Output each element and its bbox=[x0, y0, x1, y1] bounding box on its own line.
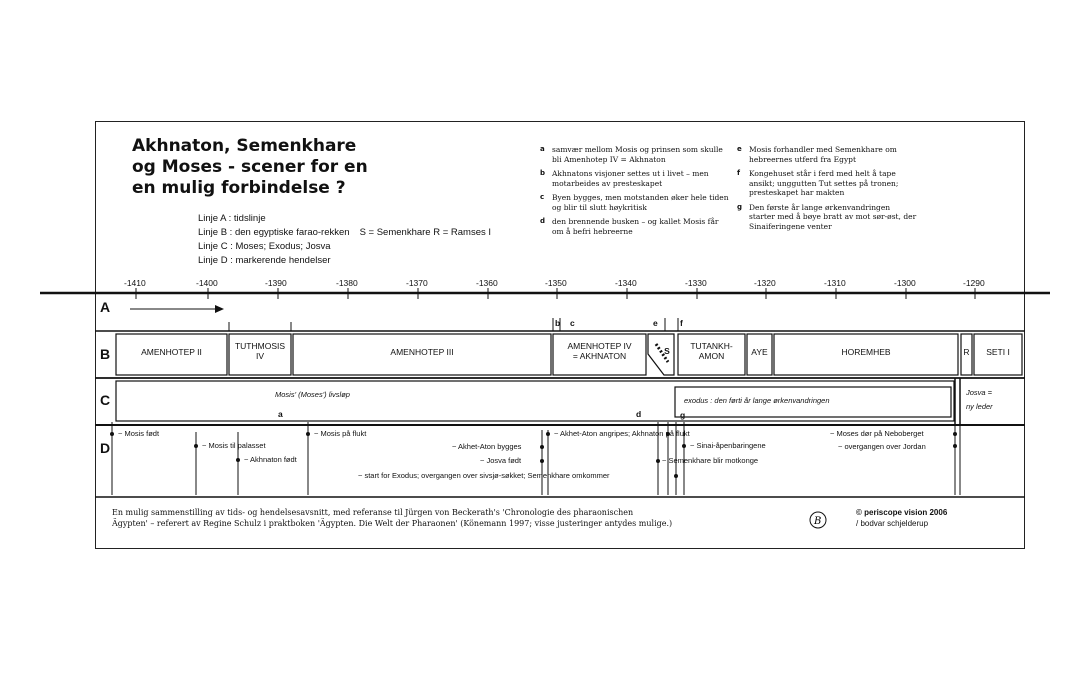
pharaoh-akhnaton: AMENHOTEP IV = AKHNATON bbox=[567, 341, 632, 361]
marker-g: g bbox=[680, 410, 686, 420]
note-b: b Akhnatons visjoner settes ut i livet – men motarbeides av presteskapet bbox=[540, 169, 709, 188]
credit: © periscope vision 2006 / bodvar schjelderup bbox=[856, 508, 948, 528]
event-josva-fodt: ~ Josva født bbox=[480, 456, 522, 465]
note-c: c Byen bygges, men motstanden øker hele tiden og blir til slutt høykritisk bbox=[540, 193, 729, 212]
year-label: -1330 bbox=[685, 278, 707, 288]
josva-label: Josva = ny leder bbox=[966, 388, 993, 411]
note-e: e Mosis forhandler med Semenkhare om hebreernes utferd fra Egypt bbox=[737, 145, 897, 164]
note-d: d den brennende busken – og kallet Mosis får om å befri hebreerne bbox=[540, 217, 719, 236]
moses-life-label: Mosis' (Moses') livsløp bbox=[275, 390, 350, 399]
year-label: -1310 bbox=[824, 278, 846, 288]
pharaoh-tuthmosis-iv: TUTHMOSIS IV bbox=[234, 341, 286, 361]
marker-b: b bbox=[555, 318, 561, 328]
event-akhnaton-fodt: ~ Akhnaton født bbox=[244, 455, 297, 464]
svg-text:B: B bbox=[814, 516, 822, 527]
note-g: g Den første år lange ørkenvandringen starter med å bøye bratt av mot sør-øst, der Sinaiferingene venter bbox=[737, 202, 917, 231]
event-mosis-fodt: ~ Mosis født bbox=[118, 429, 160, 438]
event-jordan: ~ overgangen over Jordan bbox=[838, 442, 926, 451]
legend-b: Linje B : den egyptiske farao-rekken S = Semenkhare R = Ramses I bbox=[198, 227, 492, 238]
note-f: f Kongehuset står i ferd med helt å tape ansikt; unggutten Tut settes på tronen; presteskapet har makten bbox=[737, 169, 899, 197]
marker-a: a bbox=[278, 409, 283, 419]
year-label: -1380 bbox=[336, 278, 358, 288]
year-label: -1290 bbox=[963, 278, 985, 288]
year-label: -1370 bbox=[406, 278, 428, 288]
event-akhet-aton-angripes: ~ Akhet-Aton angripes; Akhnaton på flukt bbox=[554, 429, 690, 438]
marker-ticks bbox=[229, 318, 678, 331]
marker-d: d bbox=[636, 409, 642, 419]
pharaoh-amenhotep-iii: AMENHOTEP III bbox=[390, 347, 454, 357]
year-label: -1350 bbox=[545, 278, 567, 288]
event-sinai: ~ Sinai-åpenbaringene bbox=[690, 441, 766, 450]
source-note: En mulig sammenstilling av tids- og hendelsesavsnitt, med referanse til Jürgen von Beckerath's 'Chronologie des pharaonischen Ägypten' – referert av Regine Schulz i praktboken 'Ägypten. Die Welt der Pharaonen' (Könemann 1997; visse justeringer antydes mulige.) bbox=[112, 508, 673, 528]
row-label-c: C bbox=[100, 392, 111, 408]
arrow-head bbox=[215, 305, 224, 313]
event-moses-dor: ~ Moses dør på Neboberget bbox=[830, 429, 924, 438]
year-label: -1400 bbox=[196, 278, 218, 288]
row-label-d: D bbox=[100, 440, 111, 456]
row-label-a: A bbox=[100, 299, 111, 315]
legend-d: Linje D : markerende hendelser bbox=[198, 255, 331, 266]
pharaoh-seti-i: SETI I bbox=[986, 347, 1010, 357]
pharaoh-amenhotep-ii: AMENHOTEP II bbox=[141, 347, 202, 357]
pharaoh-tutankhamon: TUTANKH- AMON bbox=[690, 341, 733, 361]
event-akhet-aton-bygges: ~ Akhet-Aton bygges bbox=[452, 442, 522, 451]
pharaoh-aye: AYE bbox=[751, 347, 768, 357]
year-label: -1360 bbox=[476, 278, 498, 288]
row-label-b: B bbox=[100, 346, 111, 362]
year-label: -1340 bbox=[615, 278, 637, 288]
note-a: a samvær mellom Mosis og prinsen som skulle bli Amenhotep IV = Akhnaton bbox=[540, 145, 723, 164]
page-title: Akhnaton, Semenkhare og Moses - scener for en en mulig forbindelse ? bbox=[132, 136, 368, 198]
pharaoh-semenkhare: S bbox=[664, 346, 670, 356]
year-label: -1320 bbox=[754, 278, 776, 288]
year-label: -1300 bbox=[894, 278, 916, 288]
legend-a: Linje A : tidslinje bbox=[198, 213, 266, 224]
event-mosis-flukt: ~ Mosis på flukt bbox=[314, 429, 367, 438]
pharaoh-horemheb: HOREMHEB bbox=[841, 347, 891, 357]
year-label: -1390 bbox=[265, 278, 287, 288]
marker-f: f bbox=[680, 318, 683, 328]
event-semenkhare-motkonge: ~ Semenkhare blir motkonge bbox=[662, 456, 759, 465]
marker-e: e bbox=[653, 318, 658, 328]
legend-c: Linje C : Moses; Exodus; Josva bbox=[198, 241, 331, 252]
pharaoh-ramses-i: R bbox=[963, 347, 970, 357]
year-label: -1410 bbox=[124, 278, 146, 288]
event-start-exodus: ~ start for Exodus; overgangen over sivsjø-søkket; Semenkhare omkommer bbox=[358, 471, 610, 480]
marker-c: c bbox=[570, 318, 575, 328]
exodus-label: exodus : den førti år lange ørkenvandringen bbox=[684, 396, 830, 405]
event-mosis-palasset: ~ Mosis til palasset bbox=[202, 441, 266, 450]
